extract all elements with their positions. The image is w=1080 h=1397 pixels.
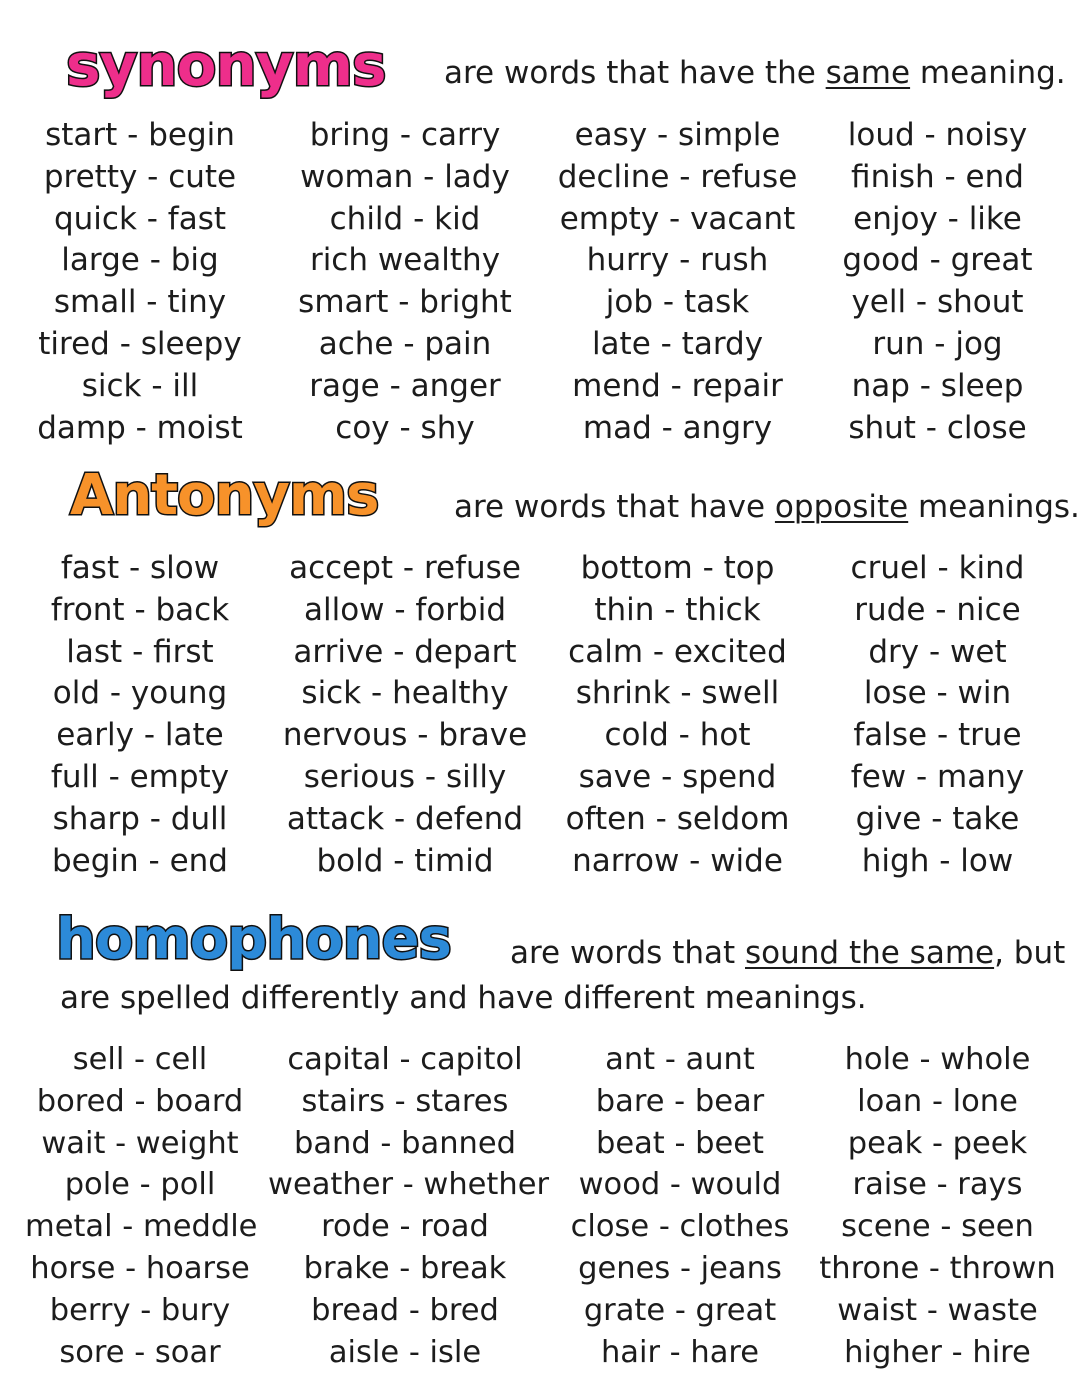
word-pair: waist - waste (837, 1292, 1038, 1328)
word-pair: few - many (850, 758, 1025, 795)
word-pair: weather - whether (268, 1167, 550, 1203)
word-pair: mad - angry (582, 409, 773, 446)
word-pair: genes - jeans (578, 1250, 782, 1286)
word-pair: bare - bear (595, 1083, 765, 1119)
word-pair: sick - healthy (301, 675, 509, 712)
word-pair: last - first (66, 633, 214, 670)
word-pair: stairs - stares (301, 1083, 509, 1119)
word-pair: bored - board (36, 1083, 244, 1119)
word-pair: late - tardy (591, 325, 764, 362)
word-pair: save - spend (578, 758, 777, 795)
word-pair: often - seldom (565, 800, 790, 837)
word-pair: rode - road (321, 1209, 489, 1245)
word-pair: dry - wet (868, 633, 1007, 670)
word-pair: bold - timid (316, 842, 494, 879)
word-pair: sell - cell (72, 1042, 208, 1077)
antonyms-definition-keyword: opposite (774, 489, 909, 525)
word-pair: capital - capitol (287, 1042, 523, 1077)
word-pair: ache - pain (318, 325, 492, 362)
word-pair: nervous - brave (282, 717, 528, 754)
word-pair: quick - fast (53, 200, 227, 237)
word-pair: sharp - dull (52, 800, 228, 837)
word-pair: job - task (605, 284, 750, 321)
synonyms-column-2 (290, 115, 520, 449)
antonyms-column-1 (30, 548, 250, 882)
word-pair: thin - thick (594, 591, 761, 628)
synonyms-column-4 (825, 115, 1050, 449)
word-pair: horse - hoarse (30, 1250, 250, 1286)
word-pair: grate - great (583, 1292, 777, 1328)
word-pair: higher - hire (844, 1334, 1031, 1370)
homophones-column-4 (815, 1039, 1060, 1373)
antonyms-column-2 (280, 548, 530, 882)
word-pair: easy - simple (574, 117, 781, 153)
word-pair: empty - vacant (559, 200, 796, 237)
word-pair: early - late (56, 717, 224, 754)
word-pair: berry - bury (49, 1292, 231, 1328)
word-pair: lose - win (863, 675, 1012, 712)
antonyms-definition: are words that have opposite meanings. (454, 489, 1080, 525)
word-pair: high - low (861, 842, 1014, 879)
homophones-column-1 (25, 1039, 258, 1373)
homophones-column-3 (560, 1039, 800, 1373)
word-pair: good - great (842, 242, 1033, 279)
word-pair: wait - weight (41, 1125, 239, 1161)
word-pair: arrive - depart (293, 633, 517, 670)
word-pair: pretty - cute (43, 158, 237, 195)
word-pair: sick - ill (81, 367, 199, 404)
word-pair: hole - whole (844, 1042, 1031, 1077)
word-pair: metal - meddle (25, 1209, 258, 1245)
synonyms-title: synonyms (66, 31, 386, 99)
word-pair: smart - bright (298, 284, 512, 321)
word-pair: sore - soar (59, 1334, 221, 1370)
word-pair: loud - noisy (847, 117, 1028, 153)
word-pair: run - jog (872, 325, 1003, 362)
word-pair: start - begin (45, 117, 235, 153)
word-pair: allow - forbid (303, 591, 507, 628)
word-pair: coy - shy (335, 409, 475, 446)
word-pair: bring - carry (309, 117, 501, 153)
synonyms-definition-keyword: same (825, 55, 911, 91)
word-pair: old - young (52, 675, 228, 712)
word-pair: beat - beet (595, 1125, 765, 1161)
word-pair: give - take (855, 800, 1020, 837)
word-pair: brake - break (303, 1250, 507, 1286)
word-pair: fast - slow (60, 550, 220, 586)
word-pair: hurry - rush (586, 242, 769, 279)
word-pair: front - back (50, 591, 230, 628)
word-pair: hair - hare (600, 1334, 760, 1370)
word-pair: attack - defend (286, 800, 524, 837)
word-pair: decline - refuse (557, 158, 798, 195)
word-pair: serious - silly (303, 758, 507, 795)
word-pair: child - kid (329, 200, 481, 237)
synonyms-definition: are words that have the same meaning. (444, 55, 1066, 91)
word-pair: nap - sleep (851, 367, 1024, 404)
word-pair: shut - close (848, 409, 1027, 446)
word-pair: ant - aunt (605, 1042, 755, 1077)
homophones-column-2 (268, 1039, 550, 1373)
word-pair: calm - excited (568, 633, 787, 670)
word-pair: damp - moist (37, 409, 243, 446)
word-pair: raise - rays (852, 1167, 1023, 1203)
word-pair: large - big (61, 242, 219, 279)
antonyms-column-4 (825, 548, 1050, 882)
word-pair: bottom - top (580, 550, 775, 586)
word-pair: cold - hot (604, 717, 751, 754)
word-pair: full - empty (50, 758, 230, 795)
word-pair: rage - anger (309, 367, 501, 404)
word-pair: pole - poll (64, 1167, 216, 1203)
word-pair: wood - would (578, 1167, 782, 1203)
word-pair: narrow - wide (572, 842, 783, 879)
word-pair: scene - seen (841, 1209, 1034, 1245)
homophones-definition-keyword: sound the same (745, 935, 995, 971)
word-pair: finish - end (851, 158, 1024, 195)
word-pair: throne - thrown (819, 1250, 1056, 1286)
word-pair: enjoy - like (853, 200, 1022, 237)
word-pair: loan - lone (857, 1083, 1018, 1119)
word-pair: accept - refuse (289, 550, 521, 586)
word-pair: rich wealthy (309, 242, 501, 279)
word-pair: yell - shout (851, 284, 1024, 321)
homophones-title: homophones (56, 907, 451, 972)
word-pair: shrink - swell (575, 675, 780, 712)
word-pair: band - banned (294, 1125, 516, 1161)
word-pair: false - true (853, 717, 1022, 754)
synonyms-column-1 (30, 115, 250, 449)
homophones-definition: are words that sound the same, but (510, 935, 1066, 971)
word-pair: mend - repair (572, 367, 783, 404)
synonyms-column-3 (555, 115, 800, 449)
word-pair: begin - end (52, 842, 228, 879)
word-pair: peak - peek (847, 1125, 1028, 1161)
word-pair: small - tiny (53, 284, 227, 321)
word-pair: bread - bred (311, 1292, 499, 1328)
word-pair: aisle - isle (328, 1334, 482, 1370)
word-pair: woman - lady (300, 158, 510, 195)
word-pair: rude - nice (854, 591, 1021, 628)
word-pair: close - clothes (570, 1209, 790, 1245)
word-pair: tired - sleepy (38, 325, 242, 362)
antonyms-column-3 (555, 548, 800, 882)
antonyms-title: Antonyms (70, 463, 379, 528)
word-pair: cruel - kind (850, 550, 1025, 586)
homophones-definition-line2: are spelled differently and have different meanings. (60, 980, 867, 1016)
